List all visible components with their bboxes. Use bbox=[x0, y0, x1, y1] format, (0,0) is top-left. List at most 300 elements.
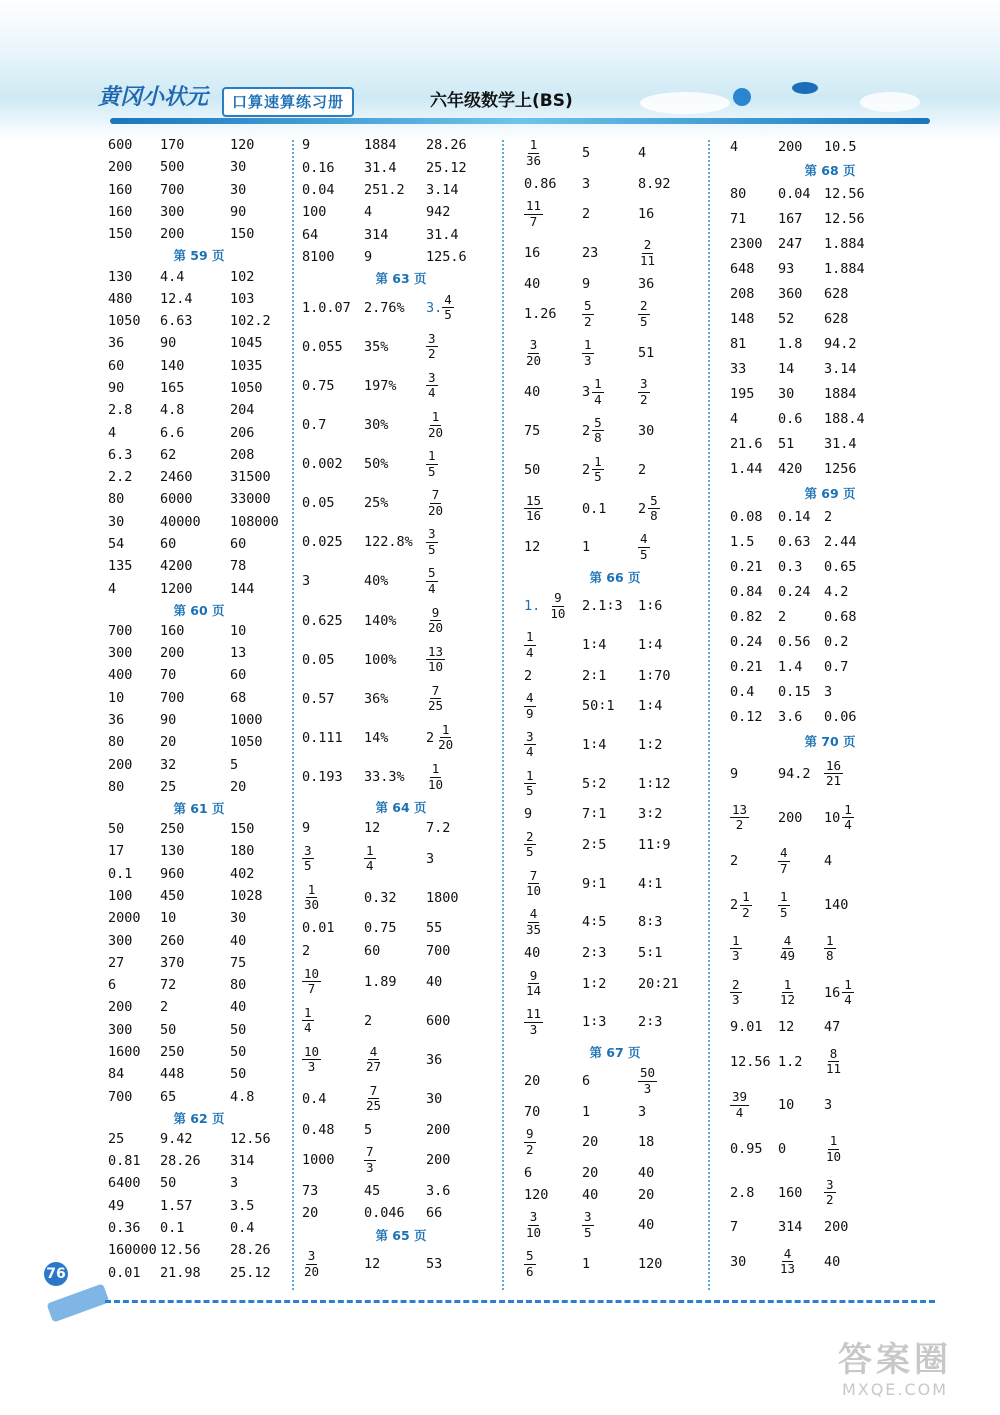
answer-value: 165 bbox=[160, 380, 185, 396]
answer-value: 60 bbox=[230, 667, 247, 684]
fraction: $\frac{1}{5}$ bbox=[428, 448, 436, 479]
answer-value: 1.89 bbox=[364, 973, 397, 990]
answer-value bbox=[638, 533, 706, 561]
answer-value: 0.05 bbox=[302, 495, 335, 512]
answer-row bbox=[730, 604, 930, 629]
answer-value: 10 bbox=[160, 910, 177, 927]
page-section-heading: 第 67 页 bbox=[589, 1044, 641, 1060]
answer-row bbox=[108, 974, 290, 996]
answer-value bbox=[778, 891, 824, 919]
answer-value: 40 bbox=[426, 973, 443, 990]
answer-value: 2 bbox=[582, 206, 591, 223]
answer-value: 140 bbox=[160, 357, 185, 374]
answer-value: 0.12 bbox=[730, 708, 763, 725]
fraction: $\frac{3}{5}$ bbox=[584, 1209, 592, 1240]
fraction: $\frac{4}{5}$ bbox=[444, 291, 452, 323]
answer-value: 18 bbox=[638, 1134, 655, 1151]
answer-row bbox=[524, 942, 706, 964]
answer-value: 960 bbox=[160, 865, 185, 882]
answer-value: 0.16 bbox=[302, 159, 335, 176]
answer-value: 0.2 bbox=[824, 633, 849, 650]
answer-value: 3. $\frac{4}{5}$ bbox=[426, 291, 452, 323]
answer-value: 4∶1 bbox=[638, 875, 663, 892]
answer-value: 0.04 bbox=[302, 181, 335, 198]
answer-value: 100 bbox=[302, 204, 327, 221]
answer-value bbox=[524, 967, 582, 999]
fraction: $\frac{1}{8}$ bbox=[826, 932, 834, 964]
column-divider bbox=[502, 140, 504, 1290]
answer-value bbox=[426, 643, 500, 675]
answer-row bbox=[524, 664, 706, 686]
answer-row bbox=[302, 1118, 500, 1140]
answer-value: 93 bbox=[778, 261, 795, 278]
answer-value: 700 bbox=[108, 1088, 133, 1105]
answer-value: 1050 bbox=[230, 380, 263, 396]
answer-value: 125.6 bbox=[426, 248, 467, 265]
answer-value: 1028 bbox=[230, 888, 263, 904]
answer-value: 2 $\frac{1}{5}$ bbox=[582, 453, 602, 485]
fraction: $\frac{3}{2}$ bbox=[428, 330, 436, 362]
answer-row bbox=[108, 642, 290, 664]
fraction: $\frac{9}{10}$ bbox=[550, 590, 566, 621]
answer-value bbox=[824, 932, 930, 964]
answer-value: 66 bbox=[426, 1205, 443, 1222]
answer-row bbox=[108, 134, 290, 156]
answer-row bbox=[524, 1101, 706, 1123]
answer-value bbox=[364, 1146, 426, 1174]
answer-value: 1.0.07 bbox=[302, 299, 351, 316]
answer-value bbox=[426, 528, 500, 556]
column-divider bbox=[292, 140, 294, 1290]
fraction: $\frac{1}{4}$ bbox=[304, 1004, 312, 1036]
answer-row bbox=[524, 964, 706, 1003]
answer-row bbox=[108, 179, 290, 201]
answer-value: 208 bbox=[730, 286, 755, 303]
answer-value: 72 bbox=[160, 977, 177, 994]
answer-row bbox=[524, 295, 706, 334]
answer-value: 628 bbox=[824, 311, 849, 328]
answer-row bbox=[108, 885, 290, 907]
answer-value: 9 bbox=[730, 765, 739, 782]
fraction: $\frac{2}{3}$ bbox=[732, 976, 740, 1008]
answer-value: 1.26 bbox=[524, 306, 557, 323]
answer-value: 5 bbox=[230, 756, 239, 773]
answer-value: 0.21 bbox=[730, 558, 763, 575]
answer-value: 12 bbox=[524, 539, 541, 556]
answer-value: 1.44 bbox=[730, 461, 763, 478]
answer-value: 150 bbox=[230, 226, 255, 243]
answer-value bbox=[778, 1245, 824, 1277]
answer-row bbox=[108, 1150, 290, 1172]
answer-value: 49 bbox=[108, 1197, 125, 1214]
answer-row bbox=[108, 1172, 290, 1194]
answer-value bbox=[302, 1004, 364, 1036]
answer-row bbox=[302, 1040, 500, 1079]
answer-value: 2∶3 bbox=[582, 945, 607, 961]
answer-row bbox=[302, 1001, 500, 1040]
answer-value: 30 bbox=[230, 181, 247, 198]
answer-row bbox=[302, 1141, 500, 1180]
answer-row bbox=[524, 411, 706, 450]
answer-value: 0.48 bbox=[302, 1121, 335, 1138]
answer-row bbox=[730, 679, 930, 704]
answer-value: 80 bbox=[108, 491, 125, 508]
answer-row bbox=[730, 1040, 930, 1084]
answer-value: 1800 bbox=[426, 889, 459, 906]
answer-value: 108000 bbox=[230, 513, 279, 530]
answer-value: 17 bbox=[108, 843, 125, 860]
answer-value: 25.12 bbox=[230, 1264, 271, 1281]
answer-value: 30 bbox=[108, 513, 125, 530]
answer-value: 700 bbox=[108, 622, 133, 639]
answer-value bbox=[730, 976, 778, 1008]
answer-value: 1050 bbox=[230, 734, 263, 751]
answer-value bbox=[524, 767, 582, 799]
fraction: $\frac{7}{10}$ bbox=[526, 867, 542, 899]
answer-row bbox=[108, 1041, 290, 1063]
answer-row bbox=[108, 929, 290, 951]
answer-value: 942 bbox=[426, 204, 451, 221]
answer-value: 208 bbox=[230, 446, 255, 463]
answer-value: 103 bbox=[230, 290, 255, 307]
answer-value: 36 bbox=[108, 335, 125, 352]
answer-value: 450 bbox=[160, 888, 185, 904]
answer-row bbox=[730, 752, 930, 796]
answer-value: 648 bbox=[730, 261, 755, 278]
answer-value bbox=[524, 1008, 582, 1036]
answer-value: 0.95 bbox=[730, 1141, 763, 1158]
answer-value: 1884 bbox=[824, 386, 857, 403]
answer-row bbox=[524, 1184, 706, 1206]
answer-value: 32 bbox=[160, 756, 177, 773]
answer-row bbox=[302, 757, 500, 796]
answer-value: 3 bbox=[426, 850, 435, 867]
answer-row bbox=[302, 679, 500, 718]
answer-value: 0.4 bbox=[730, 683, 755, 700]
answer-row bbox=[108, 1063, 290, 1085]
answer-value: 16 $\frac{1}{4}$ bbox=[824, 976, 852, 1008]
answer-row bbox=[108, 1239, 290, 1261]
fraction: $\frac{1}{4}$ bbox=[366, 842, 374, 874]
answer-value: 200 bbox=[108, 999, 133, 1016]
answer-value: 200 bbox=[108, 756, 133, 773]
fraction: $\frac{5}{2}$ bbox=[584, 298, 592, 329]
answer-value: 40 bbox=[582, 1186, 599, 1203]
answer-value: 0.046 bbox=[364, 1205, 405, 1222]
answer-row bbox=[302, 366, 500, 405]
answer-value: 2 $\frac{5}{8}$ bbox=[638, 492, 658, 524]
answer-value: 10 $\frac{1}{4}$ bbox=[824, 801, 852, 833]
answer-value: 62 bbox=[160, 446, 177, 463]
answer-row bbox=[730, 382, 930, 407]
answer-value: 94.2 bbox=[778, 765, 811, 782]
answer-value: 314 bbox=[778, 1219, 803, 1236]
answer-row bbox=[302, 406, 500, 445]
answer-value: 160 bbox=[778, 1184, 803, 1201]
page-section-heading: 第 64 页 bbox=[375, 799, 427, 815]
answer-value bbox=[364, 1082, 426, 1114]
fraction: $\frac{3}{20}$ bbox=[526, 337, 542, 368]
answer-value: 2 bbox=[160, 999, 169, 1016]
answer-value: 12 bbox=[364, 1256, 381, 1273]
answer-value bbox=[426, 763, 500, 791]
answer-value bbox=[582, 1211, 638, 1239]
answer-value: 10 bbox=[230, 622, 247, 639]
answer-value: 1∶2 bbox=[582, 975, 607, 992]
answer-value: 1256 bbox=[824, 461, 857, 478]
answer-column-2 bbox=[302, 134, 500, 1284]
answer-row bbox=[108, 818, 290, 840]
page-section-heading: 第 59 页 bbox=[173, 248, 225, 264]
answer-value: 0.1 bbox=[108, 865, 133, 882]
answer-value: 40% bbox=[364, 573, 389, 590]
answer-value: 0.24 bbox=[730, 633, 763, 650]
answer-row bbox=[730, 1240, 930, 1284]
answer-value: 30 bbox=[638, 422, 655, 439]
answer-value bbox=[824, 1045, 930, 1077]
answer-value bbox=[524, 908, 582, 936]
answer-value: 0.3 bbox=[778, 558, 803, 575]
answer-value: 160 bbox=[160, 622, 185, 639]
answer-value bbox=[730, 801, 778, 833]
answer-value: 0.7 bbox=[302, 417, 327, 434]
answer-value: 135 bbox=[108, 558, 133, 575]
answer-value: 2000 bbox=[108, 910, 141, 927]
answer-value: 25.12 bbox=[426, 159, 467, 176]
answer-value: 150 bbox=[230, 821, 255, 838]
answer-value: 60 bbox=[108, 357, 125, 374]
answer-row bbox=[730, 579, 930, 604]
answer-value: 144 bbox=[230, 580, 255, 597]
answer-value: 60 bbox=[230, 535, 247, 552]
answer-value: 2 bbox=[778, 608, 787, 625]
fraction: $\frac{4}{35}$ bbox=[526, 906, 542, 937]
answer-value: 2 bbox=[302, 942, 311, 959]
answer-row bbox=[524, 334, 706, 373]
answer-row bbox=[108, 223, 290, 245]
answer-value: 300 bbox=[160, 203, 185, 220]
answer-value: 13 bbox=[230, 645, 247, 662]
answer-row bbox=[108, 555, 290, 577]
answer-value: 30 bbox=[730, 1253, 747, 1270]
answer-row bbox=[302, 562, 500, 601]
answer-value: 0.1 bbox=[582, 500, 607, 517]
answer-value: 50 bbox=[160, 1021, 177, 1038]
answer-row bbox=[302, 1180, 500, 1202]
answer-value: 448 bbox=[160, 1066, 185, 1083]
answer-value: 27 bbox=[108, 954, 125, 971]
answer-value: 21.98 bbox=[160, 1264, 201, 1281]
answer-row bbox=[302, 839, 500, 878]
answer-value: 80 bbox=[108, 734, 125, 751]
answer-value: 1 bbox=[582, 1103, 591, 1120]
fraction: $\frac{4}{27}$ bbox=[366, 1043, 382, 1075]
answer-value: 28.26 bbox=[230, 1242, 271, 1259]
answer-value: 2.8 bbox=[730, 1184, 755, 1201]
answer-value: 12.56 bbox=[824, 211, 865, 228]
answer-value bbox=[302, 842, 364, 874]
answer-value bbox=[426, 567, 500, 595]
answer-row bbox=[108, 577, 290, 599]
fraction: $\frac{1}{4}$ bbox=[594, 376, 602, 407]
answer-row bbox=[302, 1202, 500, 1224]
answer-row bbox=[730, 971, 930, 1015]
page-section-heading: 第 60 页 bbox=[173, 602, 225, 618]
answer-row bbox=[302, 246, 500, 268]
answer-value: 0.14 bbox=[778, 508, 811, 525]
answer-value: 4.2 bbox=[824, 583, 849, 600]
answer-value: 480 bbox=[108, 290, 133, 307]
watermark bbox=[800, 1340, 990, 1410]
answer-value: 3 bbox=[302, 573, 311, 590]
answer-value bbox=[638, 300, 706, 328]
answer-value: 251.2 bbox=[364, 181, 405, 198]
answer-value: 4.4 bbox=[160, 268, 185, 285]
answer-row bbox=[108, 753, 290, 775]
answer-value: 1884 bbox=[364, 137, 397, 154]
answer-value: 40 bbox=[230, 999, 247, 1016]
answer-row bbox=[108, 1195, 290, 1217]
answer-value bbox=[638, 378, 706, 406]
answer-value: 4.8 bbox=[160, 402, 185, 419]
answer-value: 1∶12 bbox=[638, 775, 671, 792]
answer-value: 3 bbox=[230, 1175, 239, 1192]
answer-value: 195 bbox=[730, 386, 755, 403]
answer-value: 200 bbox=[160, 226, 185, 243]
answer-value: 12 bbox=[778, 1019, 795, 1036]
answer-value: 1∶3 bbox=[582, 1014, 607, 1031]
answer-value: 16 bbox=[524, 245, 541, 262]
answer-value: 90 bbox=[160, 335, 177, 352]
fraction: $\frac{5}{4}$ bbox=[428, 565, 436, 596]
answer-value: 0.82 bbox=[730, 608, 763, 625]
answer-row bbox=[302, 817, 500, 839]
answer-value: 9 bbox=[524, 806, 533, 823]
answer-value bbox=[638, 239, 706, 267]
answer-value: 50 bbox=[160, 1175, 177, 1192]
answer-column-3 bbox=[524, 134, 706, 1284]
answer-value: 200 bbox=[160, 645, 185, 662]
answer-value: 35% bbox=[364, 338, 389, 355]
answer-value: 2 bbox=[824, 508, 833, 525]
answer-value: 6.6 bbox=[160, 424, 185, 441]
answer-value: 120 bbox=[524, 1186, 549, 1203]
fraction: $\frac{10}{7}$ bbox=[304, 965, 320, 996]
answer-value: 3.5 bbox=[230, 1197, 255, 1214]
answer-value: 9 bbox=[302, 819, 311, 836]
answer-row bbox=[108, 840, 290, 862]
answer-value: 600 bbox=[108, 137, 133, 154]
fraction: $\frac{1}{2}$ bbox=[742, 889, 750, 920]
fraction: $\frac{1}{3}$ bbox=[584, 337, 592, 368]
answer-value: 120 bbox=[230, 137, 255, 154]
answer-row bbox=[108, 332, 290, 354]
answer-value bbox=[302, 1250, 364, 1278]
answer-row bbox=[302, 201, 500, 223]
fraction: $\frac{1}{4}$ bbox=[844, 801, 852, 833]
fraction: $\frac{39}{4}$ bbox=[732, 1089, 748, 1120]
answer-value: 200 bbox=[426, 1152, 451, 1169]
answer-row bbox=[730, 1127, 930, 1171]
fraction: $\frac{50}{3}$ bbox=[640, 1065, 656, 1096]
answer-value bbox=[824, 757, 930, 789]
fraction: $\frac{3}{2}$ bbox=[826, 1176, 834, 1208]
answer-value: 0.81 bbox=[108, 1153, 141, 1170]
answer-value: 700 bbox=[426, 942, 451, 959]
answer-value: 3 bbox=[824, 1097, 833, 1114]
answer-value bbox=[426, 369, 500, 401]
page-section-heading: 第 65 页 bbox=[375, 1227, 427, 1243]
answer-row bbox=[730, 332, 930, 357]
answer-row bbox=[524, 687, 706, 726]
fraction: $\frac{2}{11}$ bbox=[640, 237, 656, 268]
answer-row bbox=[108, 288, 290, 310]
answer-value: 4 bbox=[824, 853, 833, 870]
answer-value: 2 $\frac{5}{8}$ bbox=[582, 414, 602, 446]
fraction: $\frac{8}{11}$ bbox=[826, 1045, 842, 1077]
answer-value: 314 bbox=[364, 226, 389, 243]
answer-value: 700 bbox=[160, 181, 185, 198]
answer-value: 81 bbox=[730, 336, 747, 353]
answer-value: 360 bbox=[778, 286, 803, 303]
answer-value: 70 bbox=[160, 667, 177, 684]
answer-value: 50 bbox=[230, 1021, 247, 1038]
answer-value: 3 bbox=[582, 175, 591, 192]
answer-value: 7.2 bbox=[426, 819, 451, 836]
answer-value: 200 bbox=[778, 138, 803, 155]
answer-row bbox=[730, 554, 930, 579]
answer-value: 170 bbox=[160, 137, 185, 154]
answer-value: 197% bbox=[364, 377, 397, 394]
answer-value: 6.3 bbox=[108, 446, 133, 463]
answer-value: 1 bbox=[582, 539, 591, 556]
answer-value: 12.56 bbox=[824, 186, 865, 203]
answer-value: 250 bbox=[160, 1043, 185, 1060]
answer-value: 8.92 bbox=[638, 175, 671, 192]
answer-value: 0 bbox=[778, 1141, 787, 1158]
answer-value: 0.63 bbox=[778, 533, 811, 550]
fraction: $\frac{4}{9}$ bbox=[526, 690, 534, 721]
answer-row bbox=[108, 156, 290, 178]
answer-row bbox=[524, 764, 706, 803]
answer-value: 4.8 bbox=[230, 1088, 255, 1105]
answer-value: 0.24 bbox=[778, 583, 811, 600]
answer-value: 0.86 bbox=[524, 175, 557, 192]
answer-value: 2460 bbox=[160, 469, 193, 486]
answer-value: 40 bbox=[230, 932, 247, 949]
answer-row bbox=[730, 1215, 930, 1240]
fraction: $\frac{5}{6}$ bbox=[526, 1248, 534, 1279]
answer-value: 0.65 bbox=[824, 558, 857, 575]
answer-value: 122.8% bbox=[364, 534, 413, 551]
fraction: $\frac{1}{30}$ bbox=[304, 881, 320, 913]
fraction: $\frac{7}{25}$ bbox=[366, 1082, 382, 1114]
answer-value: 94.2 bbox=[824, 336, 857, 353]
answer-row bbox=[108, 620, 290, 642]
answer-value bbox=[426, 450, 500, 478]
answer-value: 600 bbox=[426, 1012, 451, 1029]
answer-value: 50% bbox=[364, 456, 389, 473]
fraction: $\frac{16}{21}$ bbox=[826, 757, 842, 789]
answer-value: 23 bbox=[582, 245, 599, 262]
answer-value: 51 bbox=[638, 345, 655, 362]
answer-value bbox=[364, 1043, 426, 1075]
answer-value: 12 bbox=[364, 819, 381, 836]
answer-value: 80 bbox=[108, 778, 125, 795]
answer-value: 10.5 bbox=[824, 138, 857, 155]
answer-value bbox=[824, 1176, 930, 1208]
answer-row bbox=[730, 1015, 930, 1040]
